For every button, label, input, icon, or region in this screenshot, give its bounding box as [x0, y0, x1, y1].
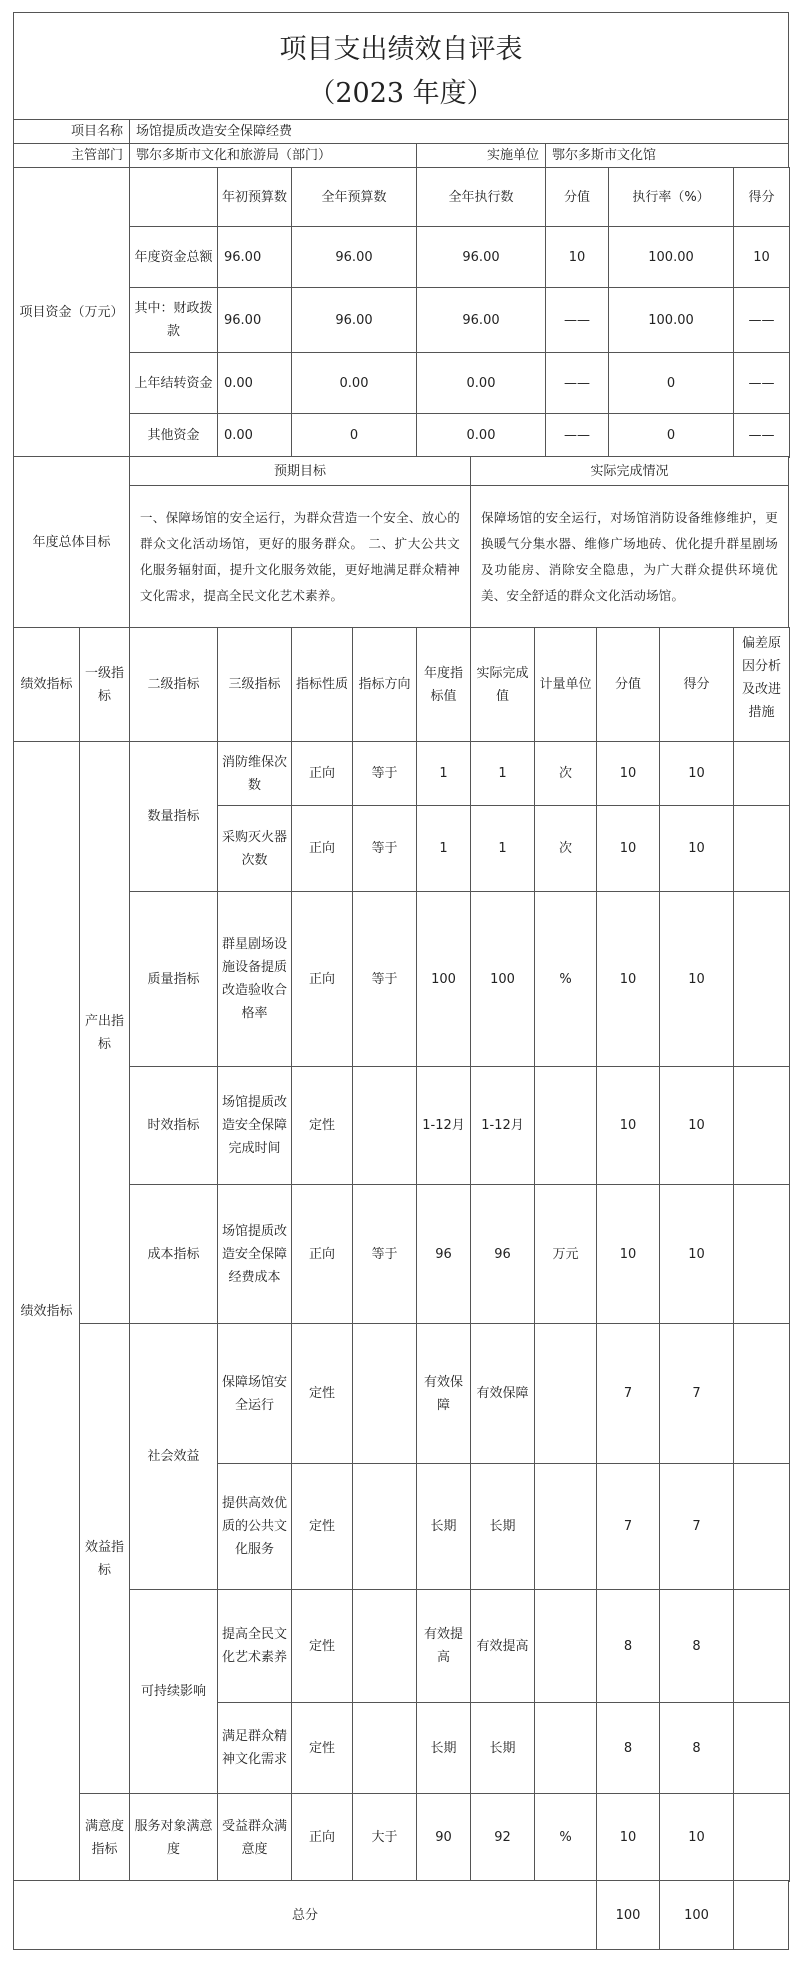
dept-value: 鄂尔多斯市文化和旅游局（部门）: [129, 143, 417, 168]
indicator-actual: 92: [470, 1793, 535, 1882]
indicator-got: 10: [659, 1184, 734, 1324]
level2-label: 时效指标: [129, 1066, 218, 1185]
page-title: 项目支出绩效自评表: [279, 34, 523, 65]
indicator-target: 长期: [416, 1702, 471, 1794]
indicator-deviation: [733, 1702, 790, 1794]
indicator-actual: 1: [470, 741, 535, 806]
indicator-nature: 定性: [291, 1589, 353, 1703]
indicator-dir: 等于: [352, 741, 417, 806]
actual-header: 实际完成情况: [470, 456, 789, 486]
indicator-name: 受益群众满意度: [217, 1793, 292, 1882]
table-header: [13, 12, 789, 120]
indicator-target: 1: [416, 741, 471, 806]
indicator-target: 1: [416, 805, 471, 892]
funds-header: 得分: [733, 167, 790, 227]
funds-label: 项目资金（万元）: [13, 167, 130, 457]
funds-cell: ——: [733, 413, 790, 458]
indicator-actual: 有效提高: [470, 1589, 535, 1703]
funds-cell: 100.00: [608, 287, 734, 353]
indicator-unit: %: [534, 1793, 597, 1882]
total-score: 100: [596, 1880, 660, 1950]
funds-cell: 0: [608, 352, 734, 414]
funds-cell: 0.00: [217, 352, 292, 414]
funds-header: 分值: [545, 167, 609, 227]
indicator-unit: [534, 1702, 597, 1794]
level2-label: 成本指标: [129, 1184, 218, 1324]
indicator-score: 10: [596, 1184, 660, 1324]
indicator-score: 10: [596, 891, 660, 1067]
funds-cell: 100.00: [608, 226, 734, 288]
indicator-header: 分值: [596, 627, 660, 742]
level2-label: 社会效益: [129, 1323, 218, 1590]
indicator-nature: 定性: [291, 1066, 353, 1185]
level2-label: 质量指标: [129, 891, 218, 1067]
indicator-deviation: [733, 1463, 790, 1590]
level1-benefit: 效益指标: [79, 1323, 130, 1794]
indicator-nature: 定性: [291, 1323, 353, 1464]
level1-output: 产出指标: [79, 741, 130, 1324]
funds-cell: ——: [733, 352, 790, 414]
indicator-deviation: [733, 1323, 790, 1464]
indicator-dir: 等于: [352, 1184, 417, 1324]
funds-header-blank: [129, 167, 218, 227]
indicator-nature: 正向: [291, 891, 353, 1067]
indicator-got: 8: [659, 1589, 734, 1703]
total-label: 总分: [13, 1880, 597, 1950]
indicator-target: 90: [416, 1793, 471, 1882]
indicator-score: 7: [596, 1463, 660, 1590]
funds-cell: 0.00: [416, 413, 546, 458]
indicator-nature: 正向: [291, 1184, 353, 1324]
col-performance: 绩效指标: [13, 741, 80, 1882]
funds-cell: 0: [291, 413, 417, 458]
indicator-dir: [352, 1702, 417, 1794]
indicator-score: 8: [596, 1702, 660, 1794]
indicator-header: 绩效指标: [13, 627, 80, 742]
funds-row-label: 其他资金: [129, 413, 218, 458]
funds-header: 全年预算数: [291, 167, 417, 227]
total-blank: [733, 1880, 789, 1950]
indicator-got: 7: [659, 1463, 734, 1590]
level2-label: 服务对象满意度: [129, 1793, 218, 1882]
indicator-target: 96: [416, 1184, 471, 1324]
funds-cell: 96.00: [416, 226, 546, 288]
indicator-name: 群星剧场设施设备提质改造验收合格率: [217, 891, 292, 1067]
funds-cell: ——: [545, 287, 609, 353]
indicator-header: 实际完成值: [470, 627, 535, 742]
expected-goal-text: 一、保障场馆的安全运行，为群众营造一个安全、放心的群众文化活动场馆，更好的服务群众。 二、扩大公共文化服务辐射面，提升文化服务效能，更好地满足群众精神文化需求，提高全民文化艺术素养。: [129, 485, 471, 628]
indicator-header: 年度指标值: [416, 627, 471, 742]
indicator-nature: 定性: [291, 1463, 353, 1590]
indicator-deviation: [733, 1793, 790, 1882]
funds-cell: 0: [608, 413, 734, 458]
indicator-name: 场馆提质改造安全保障经费成本: [217, 1184, 292, 1324]
funds-row-label: 年度资金总额: [129, 226, 218, 288]
indicator-got: 8: [659, 1702, 734, 1794]
indicator-header: 指标性质: [291, 627, 353, 742]
funds-row-label: 其中：财政拨款: [129, 287, 218, 353]
indicator-header: 计量单位: [534, 627, 597, 742]
indicator-target: 有效提高: [416, 1589, 471, 1703]
indicator-unit: [534, 1066, 597, 1185]
funds-header: 年初预算数: [217, 167, 292, 227]
funds-row-label: 上年结转资金: [129, 352, 218, 414]
indicator-deviation: [733, 1589, 790, 1703]
indicator-header: 三级指标: [217, 627, 292, 742]
indicator-header: 一级指标: [79, 627, 130, 742]
indicator-score: 10: [596, 1793, 660, 1882]
indicator-target: 100: [416, 891, 471, 1067]
indicator-nature: 正向: [291, 741, 353, 806]
indicator-unit: [534, 1463, 597, 1590]
funds-cell: 96.00: [291, 226, 417, 288]
dept-label: 主管部门: [13, 143, 130, 168]
funds-cell: ——: [733, 287, 790, 353]
project-name-label: 项目名称: [13, 119, 130, 144]
indicator-actual: 1-12月: [470, 1066, 535, 1185]
indicator-got: 10: [659, 805, 734, 892]
indicator-name: 采购灭火器次数: [217, 805, 292, 892]
unit-label: 实施单位: [416, 143, 546, 168]
funds-cell: 96.00: [217, 226, 292, 288]
indicator-got: 7: [659, 1323, 734, 1464]
performance-table: [13, 12, 789, 1950]
indicator-name: 消防维保次数: [217, 741, 292, 806]
indicator-actual: 有效保障: [470, 1323, 535, 1464]
indicator-got: 10: [659, 741, 734, 806]
total-got: 100: [659, 1880, 734, 1950]
indicator-score: 8: [596, 1589, 660, 1703]
indicator-name: 场馆提质改造安全保障完成时间: [217, 1066, 292, 1185]
indicator-score: 10: [596, 741, 660, 806]
goals-label: 年度总体目标: [13, 456, 130, 628]
indicator-target: 长期: [416, 1463, 471, 1590]
indicator-header: 指标方向: [352, 627, 417, 742]
funds-cell: ——: [545, 413, 609, 458]
indicator-dir: 大于: [352, 1793, 417, 1882]
level2-label: 可持续影响: [129, 1589, 218, 1794]
indicator-deviation: [733, 1066, 790, 1185]
indicator-dir: [352, 1463, 417, 1590]
funds-cell: 0.00: [291, 352, 417, 414]
indicator-deviation: [733, 1184, 790, 1324]
indicator-name: 提供高效优质的公共文化服务: [217, 1463, 292, 1590]
indicator-score: 10: [596, 1066, 660, 1185]
indicator-dir: [352, 1589, 417, 1703]
funds-cell: ——: [545, 352, 609, 414]
indicator-name: 提高全民文化艺术素养: [217, 1589, 292, 1703]
funds-cell: 0.00: [416, 352, 546, 414]
funds-cell: 96.00: [217, 287, 292, 353]
page-subtitle: （2023 年度）: [308, 78, 494, 109]
funds-cell: 10: [545, 226, 609, 288]
funds-cell: 10: [733, 226, 790, 288]
indicator-score: 7: [596, 1323, 660, 1464]
indicator-unit: 次: [534, 805, 597, 892]
indicator-target: 有效保障: [416, 1323, 471, 1464]
indicator-name: 满足群众精神文化需求: [217, 1702, 292, 1794]
funds-cell: 0.00: [217, 413, 292, 458]
indicator-actual: 长期: [470, 1702, 535, 1794]
indicator-got: 10: [659, 1066, 734, 1185]
actual-result-text: 保障场馆的安全运行，对场馆消防设备维修维护，更换暖气分集水器、维修广场地砖、优化提升群星剧场及功能房、消除安全隐患，为广大群众提供环境优美、安全舒适的群众文化活动场馆。: [470, 485, 789, 628]
indicator-got: 10: [659, 891, 734, 1067]
indicator-nature: 正向: [291, 1793, 353, 1882]
indicator-unit: %: [534, 891, 597, 1067]
indicator-dir: [352, 1066, 417, 1185]
indicator-unit: 次: [534, 741, 597, 806]
indicator-actual: 长期: [470, 1463, 535, 1590]
indicator-unit: 万元: [534, 1184, 597, 1324]
indicator-header: 偏差原因分析及改进措施: [733, 627, 790, 742]
project-name-value: 场馆提质改造安全保障经费: [129, 119, 789, 144]
indicator-dir: 等于: [352, 805, 417, 892]
indicator-header: 得分: [659, 627, 734, 742]
indicator-actual: 96: [470, 1184, 535, 1324]
indicator-deviation: [733, 741, 790, 806]
funds-cell: 96.00: [291, 287, 417, 353]
indicator-actual: 100: [470, 891, 535, 1067]
indicator-score: 10: [596, 805, 660, 892]
expected-header: 预期目标: [129, 456, 471, 486]
indicator-nature: 定性: [291, 1702, 353, 1794]
indicator-dir: 等于: [352, 891, 417, 1067]
funds-cell: 96.00: [416, 287, 546, 353]
unit-value: 鄂尔多斯市文化馆: [545, 143, 789, 168]
indicator-actual: 1: [470, 805, 535, 892]
funds-header: 全年执行数: [416, 167, 546, 227]
indicator-name: 保障场馆安全运行: [217, 1323, 292, 1464]
level2-label: 数量指标: [129, 741, 218, 892]
level1-satisfaction: 满意度指标: [79, 1793, 130, 1882]
indicator-header: 二级指标: [129, 627, 218, 742]
indicator-deviation: [733, 805, 790, 892]
indicator-got: 10: [659, 1793, 734, 1882]
indicator-target: 1-12月: [416, 1066, 471, 1185]
indicator-nature: 正向: [291, 805, 353, 892]
indicator-unit: [534, 1589, 597, 1703]
indicator-deviation: [733, 891, 790, 1067]
indicator-unit: [534, 1323, 597, 1464]
funds-header: 执行率（%）: [608, 167, 734, 227]
indicator-dir: [352, 1323, 417, 1464]
